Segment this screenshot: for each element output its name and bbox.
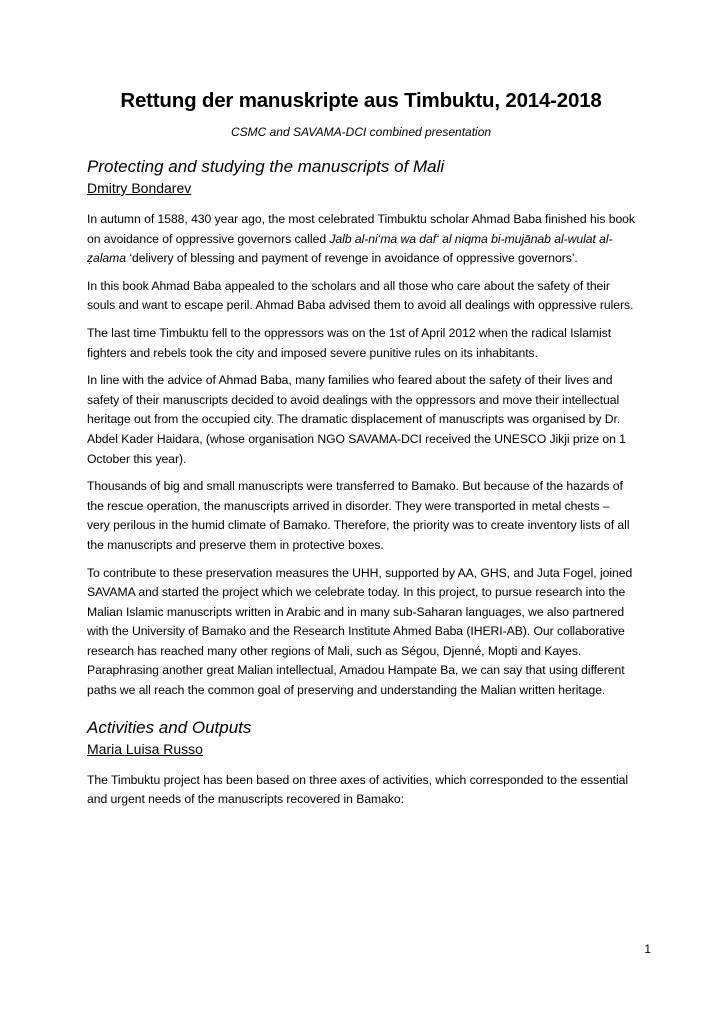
paragraph-text: ‘delivery of blessing and payment of revenge in avoidance of oppressive governors’. [126, 251, 578, 266]
paragraph [87, 210, 635, 269]
paragraph: In line with the advice of Ahmad Baba, many families who feared about the safety of their lives and safety of their manuscripts decided to avoid dealings with the oppressors and move their intellectual heritage out from the occupied city. The dramatic displacement of manuscripts was organised by Dr. Abdel Kader Haidara, (whose organisation NGO SAVAMA-DCI received the UNESCO Jikji prize on 1 October this year). [87, 373, 626, 466]
document-subtitle: CSMC and SAVAMA-DCI combined presentation [230, 125, 492, 139]
page-content [87, 88, 635, 818]
document-title: Rettung der manuskripte aus Timbuktu, 2014-2018 [120, 89, 602, 112]
section-heading-protecting: Protecting and studying the manuscripts of Mali [87, 157, 445, 176]
paragraph: The Timbuktu project has been based on three axes of activities, which corresponded to the essential and urgent needs of the manuscripts recovered in Bamako: [87, 772, 629, 807]
paragraph: In this book Ahmad Baba appealed to the scholars and all those who care about the safety of their souls and want to escape peril. Ahmad Baba advised them to avoid all dealings with oppressive rulers. [87, 278, 634, 313]
paragraph: The last time Timbuktu fell to the oppressors was on the 1st of April 2012 when the radical Islamist fighters and rebels took the city and imposed severe punitive rules on its inhabitants. [87, 325, 612, 360]
paragraph: Thousands of big and small manuscripts were transferred to Bamako. But because of the hazards of the rescue operation, the manuscripts arrived in disorder. They were transported in metal chests – very perilous in the humid climate of Bamako. Therefore, the priority was to create inventory lists of all the manuscripts and preserve them in protective boxes. [87, 479, 630, 552]
paragraph-text: In autumn of 1588, 430 year ago, the most celebrated Timbuktu scholar Ahmad Baba finished his book on avoidance of oppressive governors called [87, 212, 635, 246]
section-author-russo: Maria Luisa Russo [87, 740, 203, 757]
page-number: 1 [644, 942, 651, 956]
paragraph: To contribute to these preservation measures the UHH, supported by AA, GHS, and Juta Fogel, joined SAVAMA and started the project which we celebrate today. In this project, to pursue research into the Malian Islamic manuscripts written in Arabic and in many sub-Saharan languages, we also partnered with the University of Bamako and the Research Institute Ahmed Baba (IHERI-AB). Our collaborative research has reached many other regions of Mali, such as Ségou, Djenné, Mopti and Kayes. Paraphrasing another great Malian intellectual, Amadou Hampate Ba, we can say that using different paths we all reach the common goal of preserving and understanding the Malian written heritage. [87, 565, 633, 698]
section-author-bondarev: Dmitry Bondarev [87, 180, 192, 196]
book-title-italic: Jalb al-ni‘ma wa daf‘ al niqma bi-mujānab al-wulat al-ẓalama [87, 231, 613, 266]
section-heading-activities: Activities and Outputs [87, 717, 252, 737]
